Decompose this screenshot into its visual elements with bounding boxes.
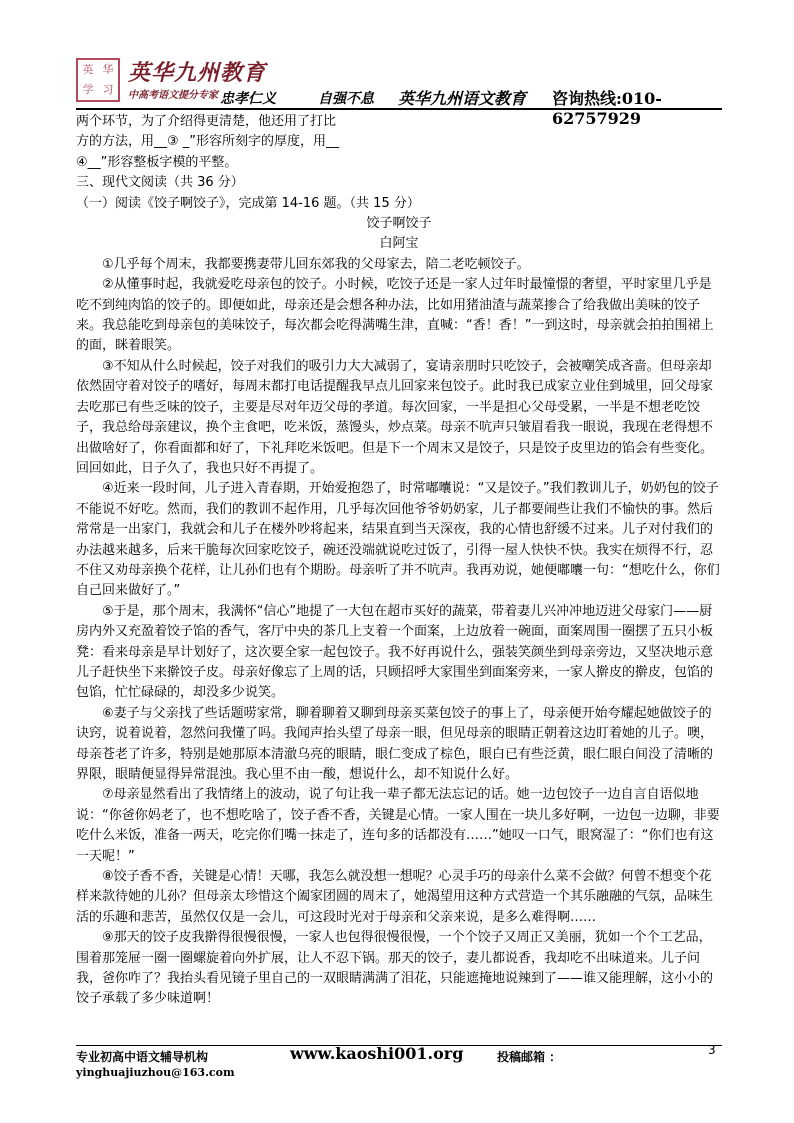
footer-mail-label: 投稿邮箱 ： [497, 1050, 562, 1064]
paragraph: ④近来一段时间，儿子进入青春期，开始爱抱怨了，时常嘟囔说：“又是饺子。”我们教训儿子，奶奶包的饺子不能说不好吃。然而，我们的教训不起作用，几乎每次回他爷爷奶奶家，儿子都要闹些让我们不愉快的事。然后常常是一出家门，我就会和儿子在楼外吵将起来，结果直到当天深夜，我的心情也舒缓不过来。儿子对付我们的办法越来越多，后来干脆每次回家吃饺子，碗还没端就说吃过饭了，引得一屋人快快不快。我实在烦得不行，忍不住又劝母亲换个花样，让儿孙们也有个期盼。母亲听了并不吭声。我再劝说，她便嘟囔一句：“想吃什么，你们自己回来做好了。” [76, 481, 720, 599]
text-line: 两个环节，为了介绍得更清楚，他还用了打比 [76, 114, 337, 129]
paragraph: ③不知从什么时候起，饺子对我们的吸引力大大减弱了，宴请亲朋时只吃饺子，会被嘲笑成吝啬。但母亲却依然固守着对饺子的嗜好，每周末都打电话提醒我早点儿回家来包饺子。此时我已成家立业住到城里，回父母家去吃那已有些乏味的饺子，主要是尽对年迈父母的孝道。每次回家，一半是担心父母受累，一半是不想老吃饺子，我总给母亲建议，换个主食吧，吃米饭，蒸馒头，炒点菜。母亲不吭声只皱眉看我一眼说，我现在老得想不出做啥好了，你看面都和好了，下礼拜吃米饭吧。但是下一个周末又是饺子，只是饺子皮里边的馅会有些变化。回回如此，日子久了，我也只好不再提了。 [76, 358, 714, 476]
paragraph: ⑥妻子与父亲找了些话题唠家常，聊着聊着又聊到母亲买菜包饺子的事上了，母亲便开始夸耀起她做饺子的诀窍，说着说着，忽然问我懂了吗。我闻声抬头望了母亲一眼，但见母亲的眼睛正朝着这边盯着她的儿子。噢，母亲苍老了许多，特别是她那原本清澈乌亮的眼睛，眼仁变成了棕色，眼白已有些泛黄，眼仁眼白间没了清晰的界限，眼睛便显得异常混浊。我心里不由一酸，想说什么，却不知说什么好。 [76, 705, 714, 782]
logo-char: 华 [102, 63, 114, 76]
text-line: 方的方法，用__③ _”形容所刻字的厚度，用__ [76, 134, 340, 150]
motto-2: 自强不息 [318, 91, 374, 107]
footer-url[interactable]: www.kaoshi001.org [290, 1044, 464, 1063]
footer-email: yinghuajiuzhou@163.com [76, 1066, 235, 1079]
paragraph: ①几乎每个周末，我都要携妻带儿回东郊我的父母家去，陪二老吃顿饺子。 [102, 256, 530, 272]
paragraph: ②从懂事时起，我就爱吃母亲包的饺子。小时候，吃饺子还是一家人过年时最憧憬的奢望，平时家里几乎是吃不到纯肉馅的饺子的。即便如此，母亲还是会想各种办法，比如用猪油渣与蔬菜掺合了给我做出美味的饺子来。我总能吃到母亲包的美味饺子，每次都会吃得满嘴生津，直喊：“香！香！”一到这时，母亲就会拍拍围裙上的面，眯着眼笑。 [76, 277, 714, 354]
article-title: 饺子啊饺子 [366, 216, 432, 232]
paragraph: ⑧饺子香不香，关键是心情！天哪，我怎么就没想一想呢？心灵手巧的母亲什么菜不会做？何曾不想变个花样来款待她的儿孙？但母亲太珍惜这个阖家团圆的周末了，她渴望用这种方式营造一个其乐融融的气氛，品味生活的乐趣和悲苦，虽然仅仅是一会儿，可这段时光对于母亲和父亲来说，是多么难得啊…… [76, 869, 714, 925]
paragraph: ⑨那天的饺子皮我擀得很慢很慢，一家人也包得很慢很慢，一个个饺子又周正又美丽，犹如一个个工艺品，围着那笼屉一圈一圈螺旋着向外扩展，让人不忍下锅。那天的饺子，妻儿都说香，我却吃不出味道来。儿子问我，爸你咋了？我抬头看见镜子里自己的一双眼睛满满了泪花，只能遮掩地说辣到了——谁又能理解，这小小的饺子承载了多少味道啊！ [76, 930, 714, 1007]
motto-1: 忠孝仁义 [220, 91, 276, 107]
document-body [76, 112, 722, 1010]
page-number: 3 [708, 1043, 716, 1057]
subsection-heading: （一）阅读《饺子啊饺子》，完成第 14-16 题。（共 15 分） [76, 195, 420, 211]
logo-char: 英 [82, 63, 94, 76]
article-author: 白阿宝 [379, 236, 419, 252]
header-divider [76, 108, 722, 110]
brand-tagline: 中高考语文提分专家 [128, 90, 218, 101]
brand-name: 英华九州教育 [128, 60, 267, 86]
logo-char: 学 [82, 83, 94, 96]
org-name: 英华九州语文教育 [398, 89, 527, 108]
hotline: 咨询热线:010-62757929 [552, 89, 662, 128]
text-line: ④__”形容整板字模的平整。 [76, 154, 238, 170]
logo-seal [76, 58, 120, 102]
paragraph: ⑦母亲显然看出了我情绪上的波动，说了句让我一辈子都无法忘记的话。她一边包饺子一边自言自语似地说：“你爸你妈老了，也不想吃啥了，饺子香不香，关键是心情。一家人围在一块儿多好啊，一边包一边聊，非要吃什么米饭，准备一两天，吃完你们嘴一抹走了，连句多的话都没有……”她叹一口气，眼窝湿了：“你们也有这一天呢！” [76, 787, 720, 864]
section-heading: 三、现代文阅读（共 36 分） [76, 175, 244, 191]
footer-org: 专业初高中语文辅导机构 [76, 1050, 209, 1064]
logo-char: 习 [102, 83, 114, 96]
paragraph: ⑤于是，那个周末，我满怀“信心”地提了一大包在超市买好的蔬菜，带着妻儿兴冲冲地迈进父母家门——厨房内外又充盈着饺子馅的香气，客厅中央的茶几上支着一个面案，上边放着一碗面，面案周围一圈摆了五只小板凳：看来母亲是早计划好了，这次要全家一起包饺子。我不好再说什么，强装笑颜坐到母亲旁边，又坚决地示意儿子赶快坐下来擀饺子皮。母亲好像忘了上周的话，只顾招呼大家围坐到面案旁来，一家人擀皮的擀皮，包馅的包馅，忙忙碌碌的，却没多少说笑。 [76, 603, 714, 701]
